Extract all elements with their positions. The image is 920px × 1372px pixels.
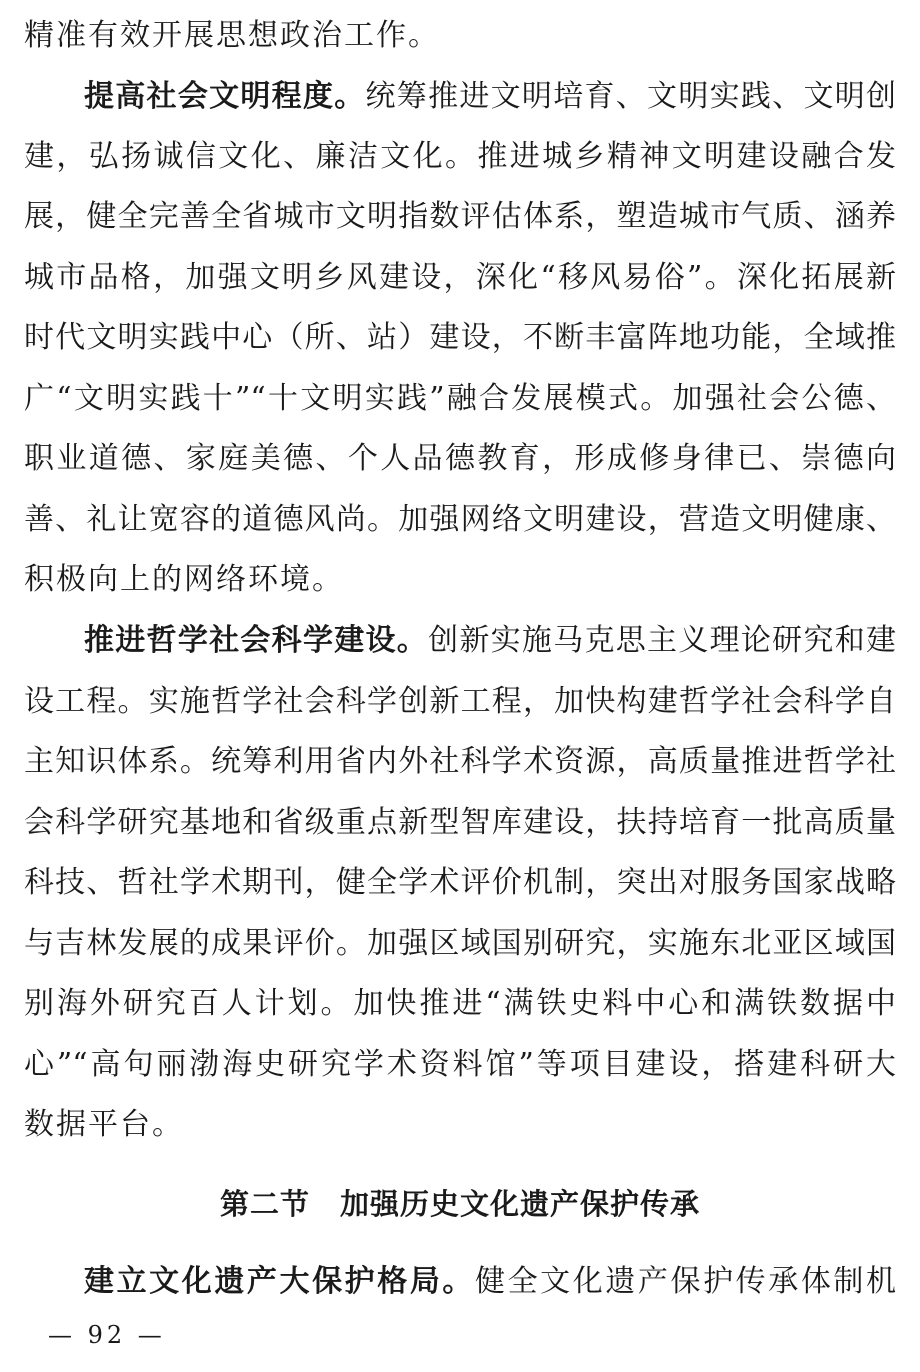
paragraph-civilization-line-4: 城市品格，加强文明乡风建设，深化“移风易俗”。深化拓展新 <box>24 260 896 295</box>
paragraph-philosophy-line-7: 别海外研究百人计划。加快推进“满铁史料中心和满铁数据中 <box>24 986 896 1021</box>
paragraph-civilization-line-5: 时代文明实践中心（所、站）建设，不断丰富阵地功能，全域推 <box>24 320 896 355</box>
paragraph-civilization-line-8: 善、礼让宽容的道德风尚。加强网络文明建设，营造文明健康、 <box>24 502 896 537</box>
paragraph-philosophy-line-8: 心”“高句丽渤海史研究学术资料馆”等项目建设，搭建科研大 <box>24 1047 896 1082</box>
paragraph-civilization-line-6: 广“文明实践十”“十文明实践”融合发展模式。加强社会公德、 <box>24 381 896 416</box>
paragraph-lead-bold: 建立文化遗产大保护格局。 <box>84 1264 475 1299</box>
section-heading: 第二节 加强历史文化遗产保护传承 <box>219 1187 700 1221</box>
paragraph-text: 创新实施马克思主义理论研究和建 <box>428 623 897 658</box>
paragraph-philosophy-line-1 <box>84 621 896 661</box>
paragraph-philosophy-line-3: 主知识体系。统筹利用省内外社科学术资源，高质量推进哲学社 <box>24 744 896 779</box>
paragraph-civilization-line-1 <box>84 77 896 117</box>
paragraph-lead-bold: 提高社会文明程度。 <box>84 79 366 114</box>
intro-tail-line: 精准有效开展思想政治工作。 <box>24 18 440 53</box>
paragraph-civilization-line-3: 展，健全完善全省城市文明指数评估体系，塑造城市气质、涵养 <box>24 199 896 234</box>
paragraph-text: 健全文化遗产保护传承体制机 <box>475 1264 896 1299</box>
paragraph-heritage-line-1 <box>84 1262 896 1302</box>
paragraph-lead-bold: 推进哲学社会科学建设。 <box>84 623 429 658</box>
paragraph-civilization-line-9: 积极向上的网络环境。 <box>24 562 344 597</box>
paragraph-philosophy-line-6: 与吉林发展的成果评价。加强区域国别研究，实施东北亚区域国 <box>24 926 896 961</box>
paragraph-civilization-line-7: 职业道德、家庭美德、个人品德教育，形成修身律已、崇德向 <box>24 441 896 476</box>
page-number: — 92 — <box>48 1321 166 1349</box>
paragraph-civilization-line-2: 建，弘扬诚信文化、廉洁文化。推进城乡精神文明建设融合发 <box>24 139 896 174</box>
paragraph-philosophy-line-5: 科技、哲社学术期刊，健全学术评价机制，突出对服务国家战略 <box>24 865 896 900</box>
paragraph-philosophy-line-4: 会科学研究基地和省级重点新型智库建设，扶持培育一批高质量 <box>24 805 896 840</box>
paragraph-text: 统筹推进文明培育、文明实践、文明创 <box>365 79 897 114</box>
paragraph-philosophy-line-2: 设工程。实施哲学社会科学创新工程，加快构建哲学社会科学自 <box>24 684 896 719</box>
paragraph-philosophy-line-9: 数据平台。 <box>24 1107 184 1142</box>
